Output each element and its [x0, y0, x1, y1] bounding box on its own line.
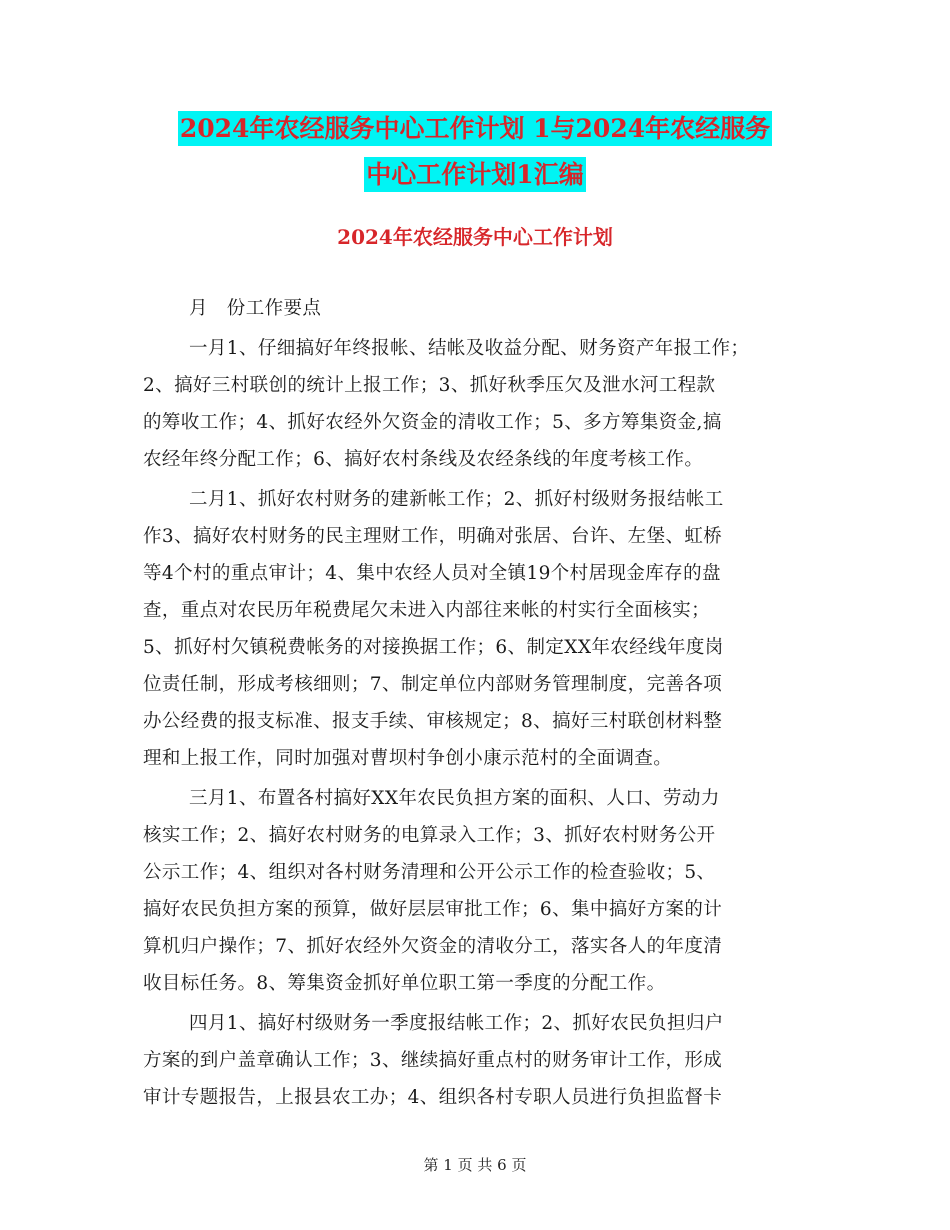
paragraph-line: 作3、搞好农村财务的民主理财工作，明确对张居、台许、左堡、虹桥 [143, 526, 723, 547]
paragraph-line: 收目标任务。8、筹集资金抓好单位职工第一季度的分配工作。 [143, 973, 666, 994]
paragraph-line: 办公经费的报支标准、报支手续、审核规定；8、搞好三村联创材料整 [143, 711, 723, 732]
body-text [143, 290, 808, 1116]
paragraph-line: 核实工作；2、搞好农村财务的电算录入工作；3、抓好农村财务公开 [143, 825, 716, 846]
document-title-text-2: 中心工作计划1汇编 [364, 157, 585, 192]
document-title-line-1 [0, 103, 950, 155]
paragraph-line: 方案的到户盖章确认工作；3、继续搞好重点村的财务审计工作，形成 [143, 1050, 723, 1071]
document-title-line-2 [0, 149, 950, 201]
document-title-text-1: 2024年农经服务中心工作计划 1与2024年农经服务 [178, 111, 772, 146]
paragraph-line: 算机归户操作；7、抓好农经外欠资金的清收分工，落实各人的年度清 [143, 936, 723, 957]
section-heading: 2024年农经服务中心工作计划 [337, 225, 613, 249]
paragraph-line: 一月1、仔细搞好年终报帐、结帐及收益分配、财务资产年报工作； [189, 338, 750, 359]
paragraph-line: 三月1、布置各村搞好XX年农民负担方案的面积、人口、劳动力 [189, 788, 720, 809]
paragraph-line: 2、搞好三村联创的统计上报工作；3、抓好秋季压欠及泄水河工程款 [143, 375, 716, 396]
page-footer: 第 1 页 共 6 页 [423, 1156, 527, 1174]
paragraph-line: 理和上报工作，同时加强对曹坝村争创小康示范村的全面调查。 [143, 748, 673, 769]
paragraph-line: 5、抓好村欠镇税费帐务的对接换据工作；6、制定XX年农经线年度岗 [143, 637, 724, 658]
paragraph-line: 二月1、抓好农村财务的建新帐工作；2、抓好村级财务报结帐工 [189, 489, 724, 510]
paragraph-line: 公示工作；4、组织对各村财务清理和公开公示工作的检查验收；5、 [143, 862, 716, 883]
paragraph-line: 等4个村的重点审计；4、集中农经人员对全镇19个村居现金库存的盘 [143, 563, 721, 584]
paragraph-line: 查，重点对农民历年税费尾欠未进入内部往来帐的村实行全面核实； [143, 600, 711, 621]
paragraph-line: 搞好农民负担方案的预算，做好层层审批工作；6、集中搞好方案的计 [143, 899, 723, 920]
paragraph-line: 审计专题报告，上报县农工办；4、组织各村专职人员进行负担监督卡 [143, 1087, 723, 1108]
paragraph-line: 月 份工作要点 [189, 298, 322, 319]
paragraph-line: 农经年终分配工作；6、搞好农村条线及农经条线的年度考核工作。 [143, 449, 704, 470]
paragraph-line: 四月1、搞好村级财务一季度报结帐工作；2、抓好农民负担归户 [189, 1013, 724, 1034]
paragraph-line: 的筹收工作；4、抓好农经外欠资金的清收工作；5、多方筹集资金,搞 [143, 412, 722, 433]
paragraph-line: 位责任制，形成考核细则；7、制定单位内部财务管理制度，完善各项 [143, 674, 723, 695]
